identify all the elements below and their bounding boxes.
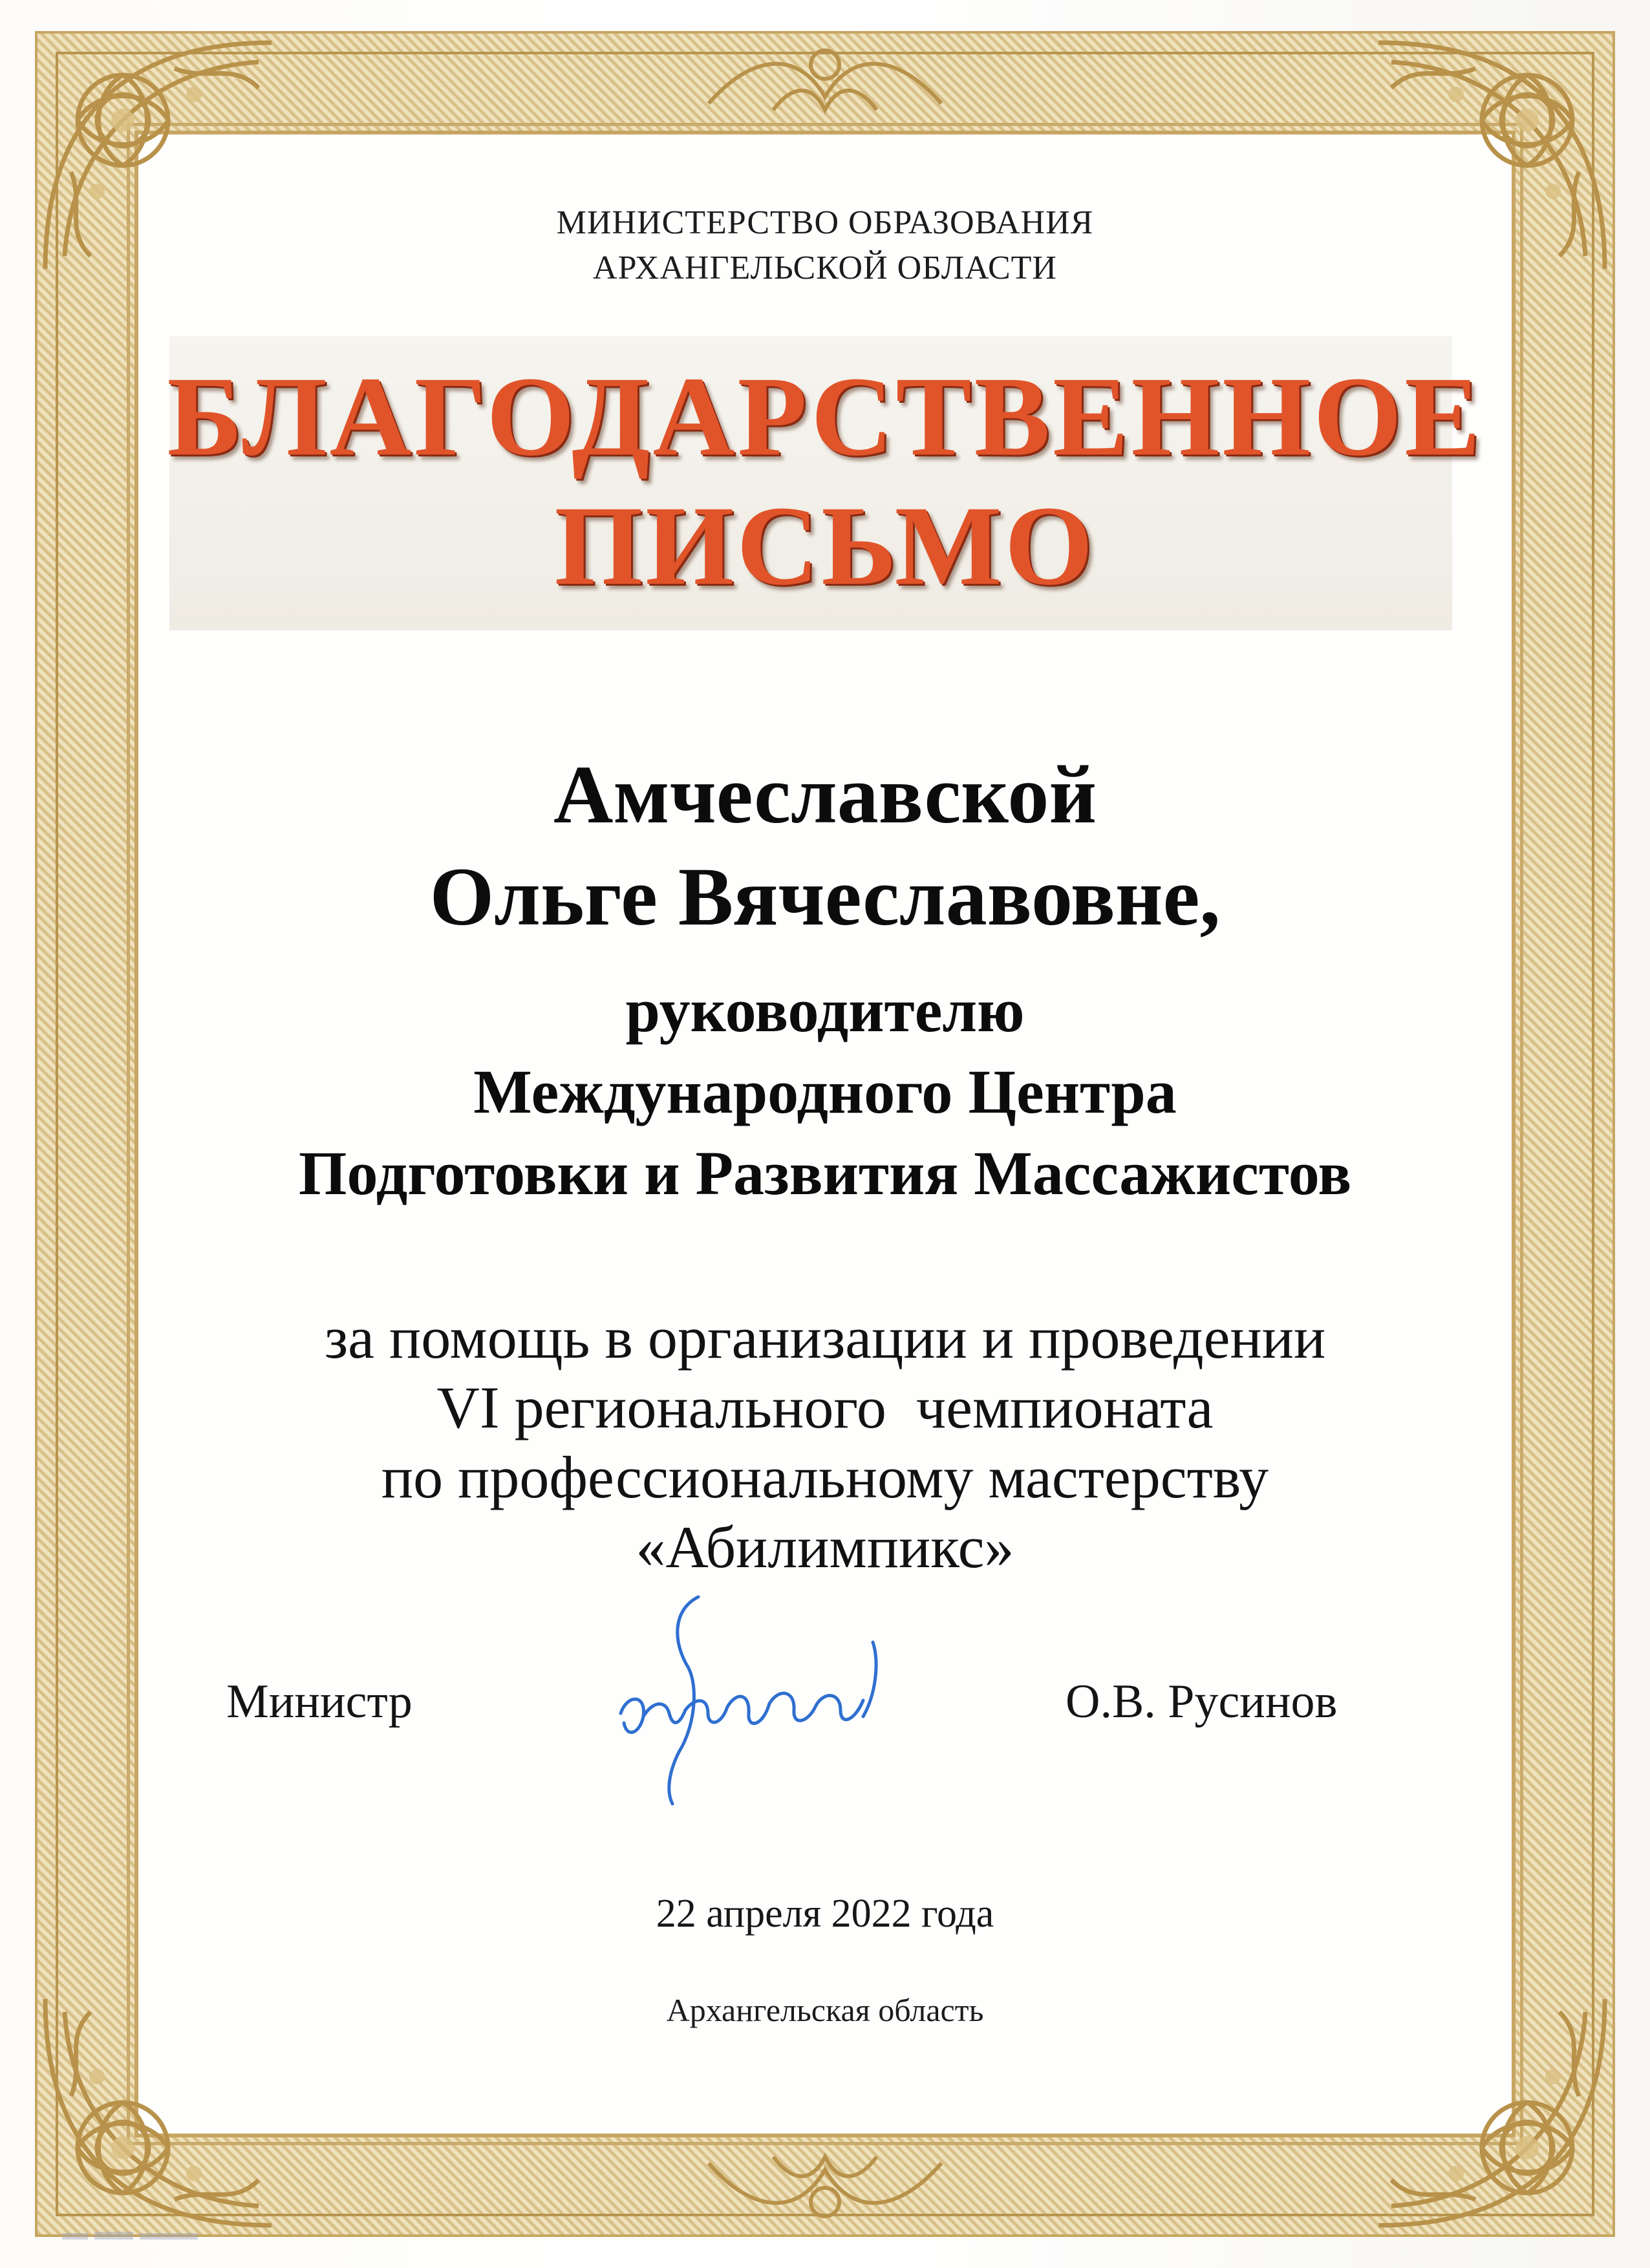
document-title [0, 352, 1650, 611]
ministry-header [0, 200, 1650, 291]
handwritten-signature [575, 1584, 912, 1817]
faint-stamp-mark [62, 2224, 211, 2250]
gratitude-reason [0, 1303, 1650, 1582]
signatory-name: О.В. Русинов [1066, 1675, 1338, 1728]
reason-line-2: VI регионального чемпионата [436, 1375, 1214, 1440]
position-line-3: Подготовки и Развития Массажистов [298, 1139, 1352, 1208]
position-line-2: Международного Центра [473, 1057, 1177, 1126]
signatory-title: Министр [226, 1675, 412, 1728]
reason-line-3: по профессиональному мастерству [381, 1444, 1269, 1510]
ministry-line-1: МИНИСТЕРСТВО ОБРАЗОВАНИЯ [556, 204, 1094, 241]
bottom-center-ornament [696, 2137, 954, 2241]
position-line-1: руководителю [625, 976, 1025, 1045]
title-line-1: БЛАГОДАРСТВЕННОЕ [167, 354, 1483, 480]
ministry-line-2: АРХАНГЕЛЬСКОЙ ОБЛАСТИ [593, 250, 1057, 286]
reason-line-4: «Абилимпикс» [636, 1514, 1014, 1580]
issue-place: Архангельская область [666, 1992, 984, 2028]
recipient-given-name: Ольге Вячеславовне, [429, 851, 1221, 943]
recipient-position [0, 970, 1650, 1214]
issue-date: 22 апреля 2022 года [656, 1892, 994, 1936]
title-line-2: ПИСЬМО [554, 483, 1096, 609]
reason-line-1: за помощь в организации и проведении [324, 1305, 1326, 1371]
top-center-ornament [696, 26, 954, 129]
recipient-surname: Амчеславской [553, 749, 1097, 840]
recipient-name [0, 744, 1650, 948]
